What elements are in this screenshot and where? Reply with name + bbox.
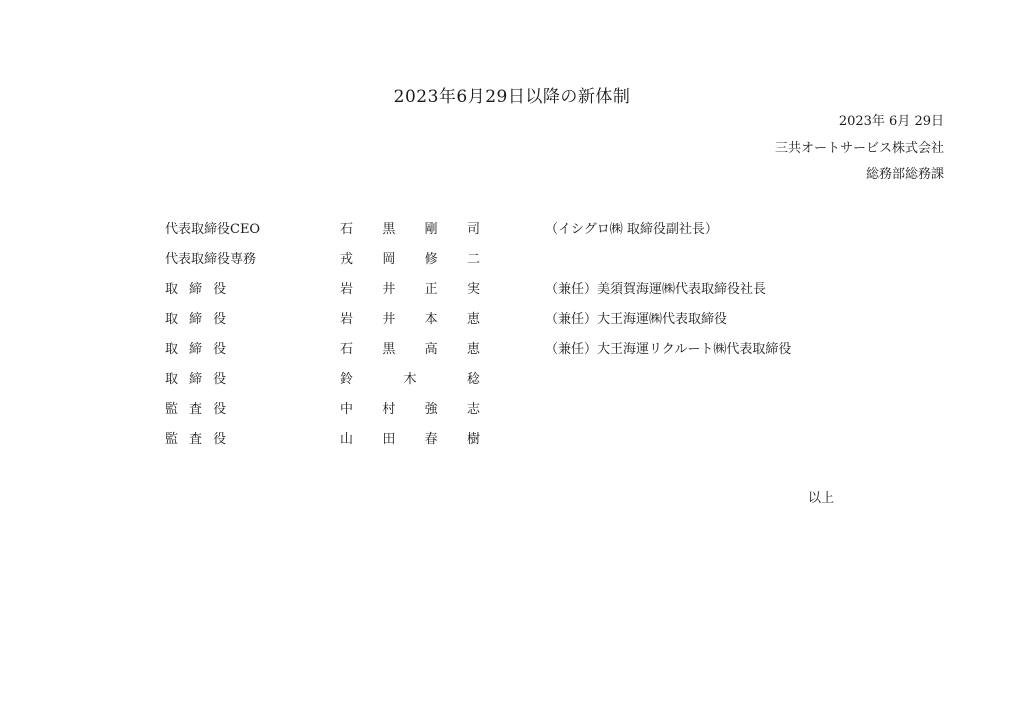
name-char: 本 [424,312,438,327]
member-note: （兼任）美須賀海運㈱代表取締役社長 [545,282,767,297]
member-row [0,308,1024,330]
member-name [340,278,480,297]
closing-mark: 以上 [808,491,835,506]
name-char: 石 [340,222,354,237]
name-char: 司 [466,222,480,237]
member-role: 取締役 [165,342,238,357]
name-char: 中 [340,402,354,417]
name-char: 石 [340,342,354,357]
name-char: 剛 [424,222,438,237]
document-title: 2023年6月29日以降の新体制 [393,87,631,107]
member-name [340,338,480,357]
name-char: 村 [382,402,396,417]
member-role: 取締役 [165,312,238,327]
member-row [0,278,1024,300]
member-name [340,428,480,447]
member-name [340,248,480,267]
name-char: 修 [424,252,438,267]
name-char: 強 [424,402,438,417]
member-note: （イシグロ㈱ 取締役副社長） [545,222,718,237]
issue-date: 2023年 6月 29日 [838,114,944,129]
name-char: 春 [424,432,438,447]
name-char: 正 [424,282,438,297]
member-row [0,248,1024,270]
member-row [0,338,1024,360]
name-char: 二 [466,252,480,267]
member-role: 監査役 [165,402,238,417]
name-char: 山 [340,432,354,447]
name-char: 井 [382,312,396,327]
name-char: 志 [466,402,480,417]
member-role: 取締役 [165,282,238,297]
name-char: 木 [403,372,417,387]
member-role: 取締役 [165,372,238,387]
name-char: 実 [466,282,480,297]
member-role: 代表取締役CEO [165,222,261,237]
member-row [0,218,1024,240]
name-char: 戎 [340,252,354,267]
name-char: 岩 [340,312,354,327]
name-char: 井 [382,282,396,297]
member-name [340,368,480,387]
member-name [340,308,480,327]
name-char: 高 [424,342,438,357]
member-role: 監査役 [165,432,238,447]
company-name: 三共オートサービス株式会社 [774,141,944,156]
name-char: 恵 [466,312,480,327]
member-row [0,428,1024,450]
department-name: 総務部総務課 [865,167,944,182]
name-char: 樹 [466,432,480,447]
name-char: 岡 [382,252,396,267]
member-role: 代表取締役専務 [165,252,257,267]
name-char: 稔 [466,372,480,387]
name-char: 黒 [382,342,396,357]
member-note: （兼任）大王海運㈱代表取締役 [545,312,728,327]
member-row [0,398,1024,420]
member-note: （兼任）大王海運リクルート㈱代表取締役 [545,342,792,357]
name-char: 黒 [382,222,396,237]
name-char: 田 [382,432,396,447]
member-name [340,398,480,417]
name-char: 鈴 [340,372,354,387]
name-char: 恵 [466,342,480,357]
name-char: 岩 [340,282,354,297]
member-name [340,218,480,237]
member-row [0,368,1024,390]
